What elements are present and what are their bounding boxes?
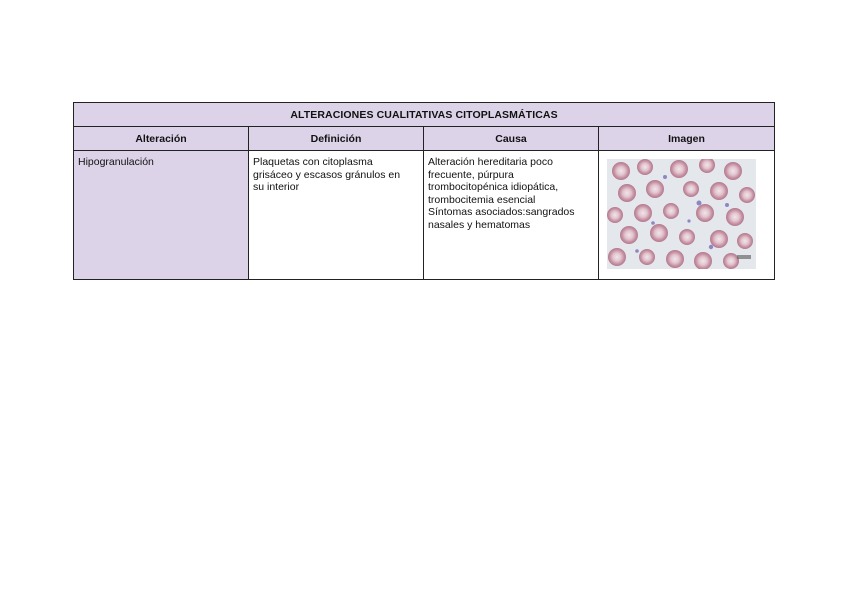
cell-imagen — [599, 151, 774, 279]
header-alteracion: Alteración — [74, 127, 249, 150]
cell-causa — [424, 151, 599, 279]
causa-line: nasales y hematomas — [428, 218, 531, 231]
alteracion-text: Hipogranulación — [78, 156, 154, 168]
definicion-line: grisáceo y escasos gránulos en — [253, 168, 401, 181]
definicion-line: Plaquetas con citoplasma — [253, 156, 373, 168]
table-row — [74, 151, 774, 279]
causa-line: trombocitemia esencial — [428, 193, 536, 206]
causa-line: Síntomas asociados:sangrados — [428, 206, 575, 218]
alteraciones-table — [73, 102, 775, 280]
header-causa: Causa — [424, 127, 599, 150]
definicion-line: su interior — [253, 181, 300, 193]
cell-definicion — [249, 151, 424, 279]
causa-line: trombocitopénica idiopática, — [428, 181, 559, 193]
causa-line: Alteración hereditaria poco — [428, 156, 553, 168]
causa-line: frecuente, púrpura — [428, 168, 514, 181]
header-definicion: Definición — [249, 127, 424, 150]
header-imagen: Imagen — [668, 132, 705, 145]
table-title: ALTERACIONES CUALITATIVAS CITOPLASMÁTICAS — [74, 103, 774, 127]
cell-alteracion — [74, 151, 249, 279]
blood-smear-graphic — [607, 159, 756, 269]
blood-smear-image — [607, 159, 756, 269]
header-row — [74, 127, 774, 151]
